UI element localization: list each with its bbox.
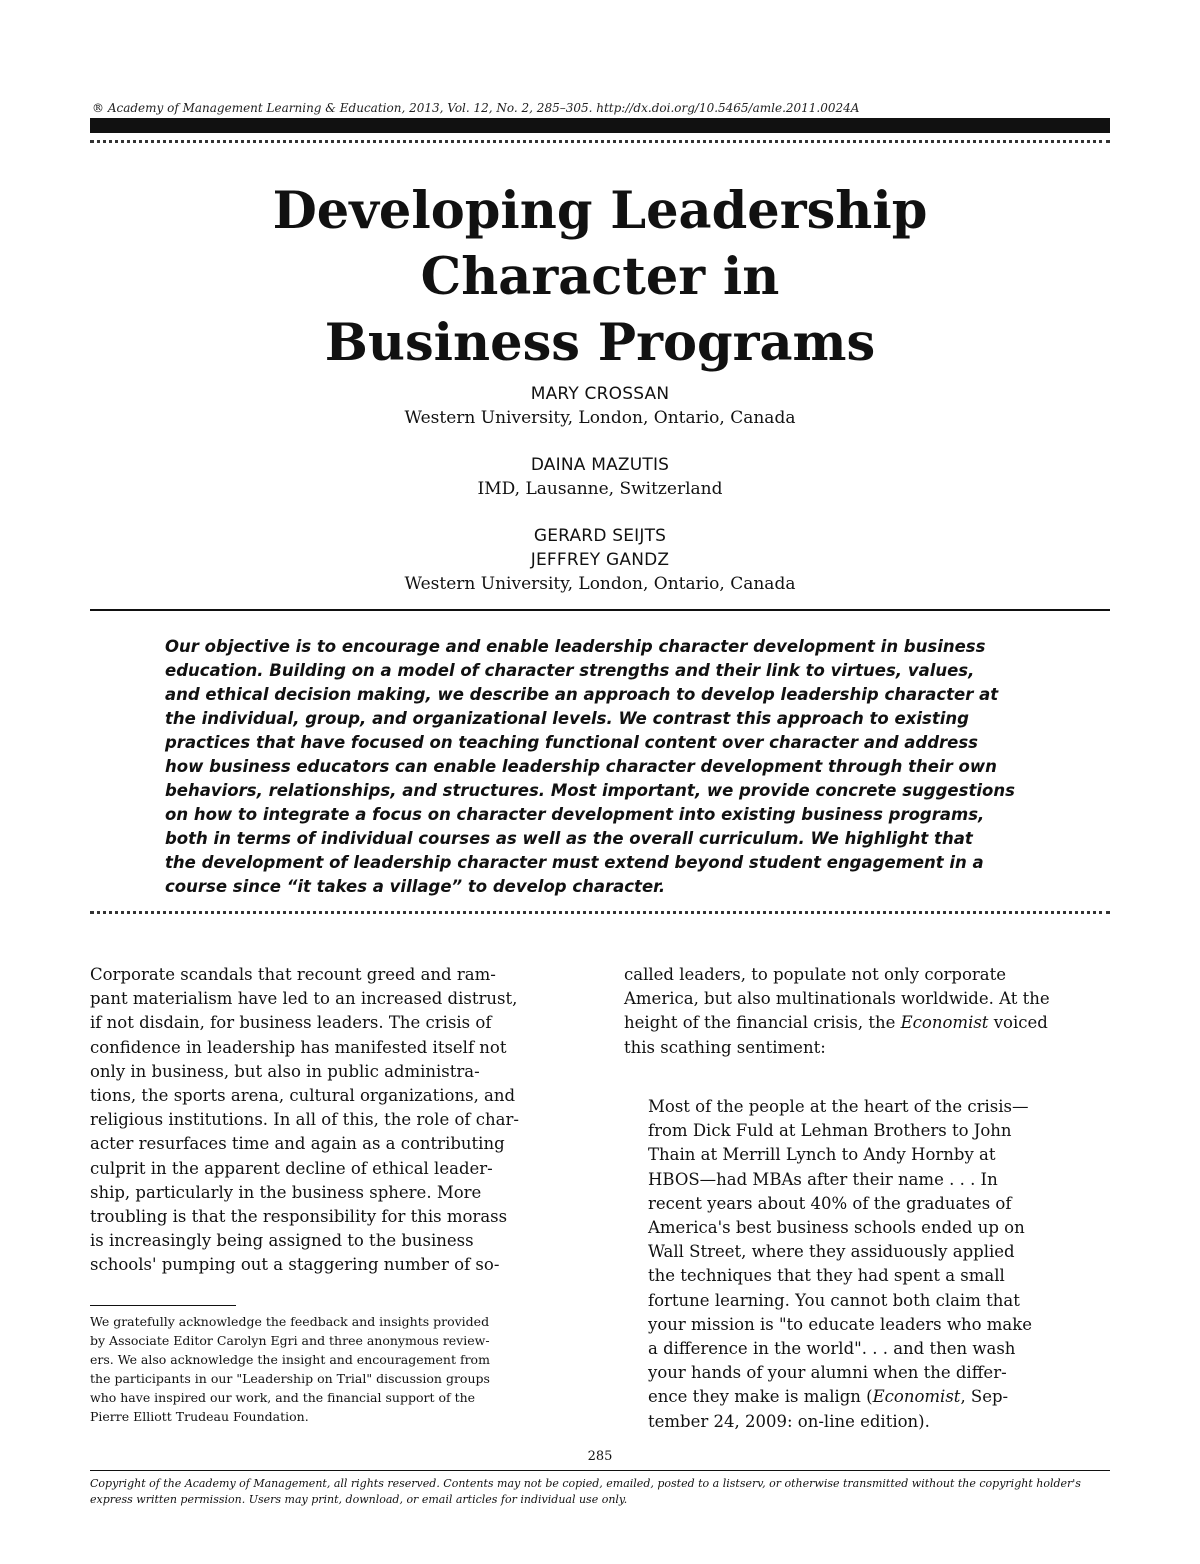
- header-dotted-divider: [90, 140, 1110, 143]
- abstract-line: both in terms of individual courses as well as the overall curriculum. We highlight that: [165, 829, 973, 848]
- body-line: ship, particularly in the business sphere. More: [90, 1182, 482, 1202]
- footnote-line: the participants in our "Leadership on Trial" discussion groups: [90, 1371, 490, 1386]
- quote-line: the techniques that they had spent a small: [648, 1266, 1005, 1286]
- title-line: Character in: [420, 247, 780, 307]
- quote-line: Most of the people at the heart of the crisis—: [648, 1097, 1029, 1116]
- body-line: troubling is that the responsibility for this morass: [90, 1207, 508, 1227]
- author-block: [0, 524, 1200, 596]
- title-line: Business Programs: [324, 313, 876, 373]
- body-line: called leaders, to populate not only corporate: [624, 965, 1007, 984]
- abstract-line: behaviors, relationships, and structures. Most important, we provide concrete suggestions: [165, 781, 1015, 800]
- author-affiliation: Western University, London, Ontario, Canada: [404, 574, 796, 594]
- body-column-right: [624, 963, 1110, 1060]
- acknowledgment-footnote: [90, 1312, 580, 1426]
- quote-line: Wall Street, where they assiduously applied: [648, 1242, 1015, 1262]
- body-text: height of the financial crisis, the: [624, 1013, 901, 1033]
- quote-line: your mission is "to educate leaders who make: [648, 1314, 1032, 1334]
- footer-divider: [90, 1470, 1110, 1471]
- author-name: GERARD SEIJTS: [533, 526, 667, 546]
- author-block: [0, 453, 1200, 501]
- body-line: only in business, but also in public administra-: [90, 1061, 480, 1081]
- copyright-line: Copyright of the Academy of Management, all rights reserved. Contents may not be copied, emailed, posted to a listserv, or otherwise transmitted without the copyright holder's: [90, 1477, 1081, 1490]
- author-affiliation: IMD, Lausanne, Switzerland: [477, 479, 723, 499]
- quote-line: HBOS—had MBAs after their name . . . In: [648, 1169, 998, 1189]
- author-name: JEFFREY GANDZ: [530, 550, 670, 570]
- abstract-bottom-divider: [90, 911, 1110, 914]
- copyright-line: express written permission. Users may print, download, or email articles for individual use only.: [90, 1493, 628, 1506]
- body-line: [624, 1011, 1110, 1035]
- page-number: 285: [587, 1449, 613, 1464]
- quote-text: ence they make is malign (: [648, 1387, 873, 1407]
- quote-line: a difference in the world". . . and then wash: [648, 1339, 1016, 1359]
- quote-line: recent years about 40% of the graduates of: [648, 1193, 1012, 1213]
- body-line: confidence in leadership has manifested itself not: [90, 1037, 507, 1057]
- abstract-line: the individual, group, and organizational levels. We contrast this approach to existing: [165, 709, 969, 728]
- quote-line: from Dick Fuld at Lehman Brothers to John: [648, 1121, 1012, 1141]
- abstract-line: course since “it takes a village” to develop character.: [165, 877, 666, 896]
- quote-line: America's best business schools ended up on: [648, 1218, 1025, 1238]
- footnote-line: who have inspired our work, and the financial support of the: [90, 1390, 476, 1405]
- quote-line: fortune learning. You cannot both claim that: [648, 1290, 1020, 1310]
- abstract-line: practices that have focused on teaching functional content over character and address: [165, 733, 978, 752]
- abstract-line: and ethical decision making, we describe an approach to develop leadership character at: [165, 685, 999, 704]
- body-text: voiced: [988, 1013, 1048, 1033]
- body-column-left: [90, 963, 576, 1278]
- body-line: religious institutions. In all of this, the role of char-: [90, 1110, 519, 1130]
- quote-line: Thain at Merrill Lynch to Andy Hornby at: [648, 1145, 996, 1165]
- footnote-line: by Associate Editor Carolyn Egri and three anonymous review-: [90, 1333, 490, 1348]
- body-line: pant materialism have led to an increased distrust,: [90, 989, 518, 1009]
- author-block: [0, 382, 1200, 430]
- quote-line: tember 24, 2009: on-line edition).: [648, 1411, 930, 1431]
- body-line: culprit in the apparent decline of ethical leader-: [90, 1158, 493, 1178]
- footnote-divider: [90, 1305, 236, 1306]
- body-line: schools' pumping out a staggering number of so-: [90, 1255, 500, 1275]
- body-line: if not disdain, for business leaders. The crisis of: [90, 1013, 492, 1033]
- footnote-line: ers. We also acknowledge the insight and encouragement from: [90, 1352, 490, 1367]
- journal-citation: ® Academy of Management Learning & Education, 2013, Vol. 12, No. 2, 285–305. http://dx.doi.org/10.5465/amle.2011.0024A: [92, 101, 860, 115]
- block-quote: [648, 1095, 1088, 1434]
- footnote-line: We gratefully acknowledge the feedback and insights provided: [90, 1314, 490, 1329]
- abstract-line: on how to integrate a focus on character development into existing business programs,: [165, 805, 985, 824]
- quote-text: , Sep-: [960, 1387, 1009, 1407]
- abstract: [165, 635, 1045, 899]
- author-name: DAINA MAZUTIS: [530, 455, 670, 475]
- author-affiliation: Western University, London, Ontario, Canada: [404, 408, 796, 428]
- body-line: America, but also multinationals worldwide. At the: [624, 989, 1050, 1009]
- article-title: [0, 178, 1200, 376]
- journal-name-emphasis: Economist: [872, 1387, 961, 1407]
- journal-name-emphasis: Economist: [900, 1013, 989, 1033]
- abstract-top-divider: [90, 609, 1110, 611]
- author-name: MARY CROSSAN: [530, 384, 670, 404]
- body-line: is increasingly being assigned to the business: [90, 1231, 474, 1251]
- footnote-line: Pierre Elliott Trudeau Foundation.: [90, 1409, 309, 1424]
- quote-line: [648, 1385, 1088, 1409]
- title-line: Developing Leadership: [272, 181, 928, 241]
- body-line: acter resurfaces time and again as a contributing: [90, 1134, 505, 1154]
- quote-line: your hands of your alumni when the differ-: [648, 1363, 1007, 1383]
- body-line: tions, the sports arena, cultural organizations, and: [90, 1086, 516, 1106]
- copyright-notice: [90, 1476, 1110, 1508]
- abstract-line: how business educators can enable leadership character development through their own: [165, 757, 997, 776]
- author-list: [0, 382, 1200, 619]
- abstract-line: education. Building on a model of character strengths and their link to virtues, values,: [165, 661, 975, 680]
- abstract-line: the development of leadership character must extend beyond student engagement in a: [165, 853, 984, 872]
- header-bar: [90, 118, 1110, 133]
- body-line: Corporate scandals that recount greed and ram-: [90, 965, 496, 984]
- body-line: this scathing sentiment:: [624, 1037, 826, 1057]
- abstract-line: Our objective is to encourage and enable leadership character development in business: [165, 637, 986, 656]
